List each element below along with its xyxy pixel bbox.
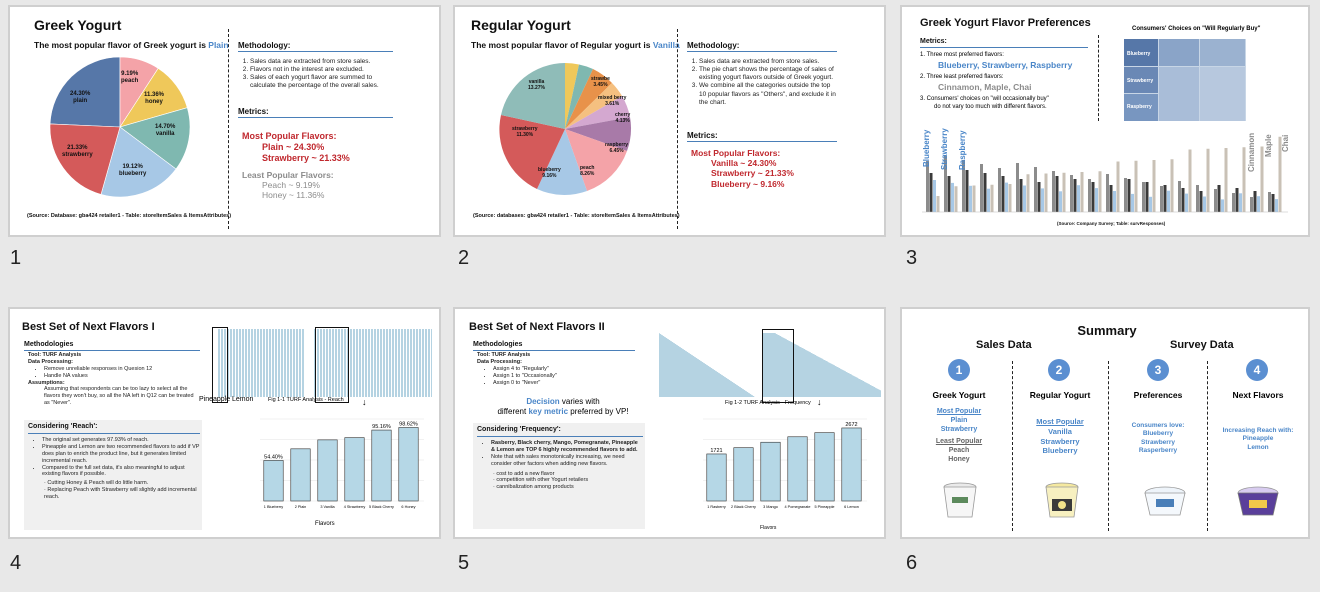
slide-title: Greek Yogurt <box>34 17 122 33</box>
step-item: • Assign 0 to "Never" <box>493 380 637 387</box>
tool-text: Tool: TURF Analysis <box>28 352 82 358</box>
survey-bar <box>1005 183 1008 212</box>
figure-caption: Fig 1-2 TURF Analysis - Frequency <box>725 400 811 406</box>
slide-number: 6 <box>906 552 918 574</box>
sub-bullet: · Replacing Peach with Strawberry will slightly add incremental reach. <box>44 487 197 500</box>
survey-bar <box>926 161 929 212</box>
methodologies-body <box>28 352 200 407</box>
tool-text: Tool: TURF Analysis <box>477 352 531 358</box>
survey-bar <box>1207 149 1210 212</box>
survey-bar <box>1221 199 1224 212</box>
slide-number: 1 <box>10 247 22 269</box>
survey-bar <box>1124 178 1127 212</box>
survey-bar <box>1232 193 1235 212</box>
bullet-item: • Note that with sales monotonically increasing, we need consider other factors when adding new flavors. <box>491 454 643 468</box>
bar <box>734 448 753 501</box>
survey-bar <box>933 180 936 212</box>
most-popular-block <box>691 148 794 189</box>
survey-bar <box>1106 174 1109 212</box>
source-note: (Source: Company Survey; Table: survResponses) <box>1057 221 1166 226</box>
turf-thumb-left <box>218 329 304 397</box>
bar <box>788 437 807 501</box>
assumptions-label: Assumptions: <box>28 379 65 386</box>
survey-bar <box>1095 188 1098 212</box>
section-rule <box>473 350 635 351</box>
survey-bar <box>1239 193 1242 212</box>
survey-bar <box>1146 182 1149 212</box>
bar <box>842 428 861 501</box>
slide-number: 3 <box>906 247 918 269</box>
slide-1-thumbnail[interactable] <box>8 5 441 237</box>
survey-data-header: Survey Data <box>1170 339 1234 351</box>
column-heading: Greek Yogurt <box>932 390 986 400</box>
survey-bar <box>969 186 972 212</box>
survey-bar <box>1218 185 1221 212</box>
column-body: Most Popular Plain Strawberry Least Popular Peach Honey <box>935 408 983 464</box>
treemap-cell <box>1159 39 1199 66</box>
metrics-header: Metrics: <box>687 131 718 140</box>
bar-value-label: 2672 <box>845 421 858 428</box>
metric-value: do not vary too much with different flavors. <box>934 103 1047 110</box>
bar-label-blueberry: Blueberry <box>922 129 931 167</box>
pie-label-strawberry: 21.33% strawberry <box>62 145 93 158</box>
column-body: Increasing Reach with: Pineapple Lemon <box>1222 427 1294 451</box>
survey-bar <box>1182 188 1185 212</box>
slide-title: Greek Yogurt Flavor Preferences <box>920 17 1091 29</box>
reach-bullets <box>30 437 200 501</box>
section-rule <box>477 436 643 437</box>
bullet-item: • Pineapple and Lemon are two recommended flavors to add if VP does plan to enrich the product line, but it generates limited incremental reach. <box>42 444 200 465</box>
pie-label-blueberry: 19.12% blueberry <box>119 164 147 177</box>
pie-label-plain: 24.30% plain <box>70 91 91 104</box>
survey-bar <box>1027 174 1030 212</box>
slide-6-thumbnail[interactable] <box>900 307 1310 539</box>
down-arrow: ↓ <box>362 397 367 407</box>
turf-thumb-left <box>659 333 755 397</box>
category-tick-label: 5 Black Cherry <box>369 505 394 509</box>
metric-label: 3. Consumers' choices on "will occasionally buy" <box>920 96 1049 103</box>
category-tick-label: 3 Mango <box>763 505 778 509</box>
section-rule <box>687 141 837 142</box>
bar-value-label: 98.62% <box>399 421 418 428</box>
source-note: (Source: databases: gba424 retailer1 - Table: storeItemSales & ItemsAttributes) <box>473 213 680 219</box>
survey-bar <box>1272 194 1275 212</box>
section-rule <box>238 117 393 118</box>
survey-bar <box>1243 147 1246 212</box>
survey-bar <box>1063 173 1066 212</box>
slide-subtitle <box>471 40 680 50</box>
slide-title: Regular Yogurt <box>471 17 571 33</box>
survey-bar <box>937 196 940 212</box>
pie-label-peach: peach 8.26% <box>580 165 595 177</box>
bar <box>291 449 310 501</box>
bullet-item: • Rasberry, Black cherry, Mango, Pomegranate, Pineapple & Lemon are TOP 6 highly recommended flavors to add. <box>491 440 643 454</box>
survey-bar <box>1160 186 1163 212</box>
bar <box>318 440 337 501</box>
pie-label-peach: 9.19% peach <box>121 71 139 84</box>
survey-bar <box>1077 185 1080 212</box>
divider <box>1207 361 1208 531</box>
methodologies-body <box>477 352 637 386</box>
most-popular-header: Most Popular Flavors: <box>691 148 781 158</box>
bar <box>399 427 418 501</box>
bullet-item: • Compared to the full set data, it's also meaningful to adjust existing flavors if possible. <box>42 465 200 479</box>
survey-bar <box>1020 179 1023 212</box>
preference-bar-chart <box>914 127 1294 217</box>
most-popular-item: Blueberry ~ 9.16% <box>711 178 785 189</box>
divider <box>1108 361 1109 531</box>
survey-bar <box>1142 182 1145 212</box>
slide-number: 4 <box>10 552 22 574</box>
survey-bar <box>1131 194 1134 212</box>
pie-label-honey: 11.36% honey <box>144 92 165 105</box>
most-popular-item: Strawberry ~ 21.33% <box>711 168 794 179</box>
greek-yogurt-cup-image <box>940 481 980 521</box>
survey-bar <box>1203 197 1206 213</box>
x-axis-label: Flavors <box>315 521 335 527</box>
metric-value: Blueberry, Strawberry, Raspberry <box>938 59 1073 70</box>
pie-label-vanilla: 14.70% vanilla <box>155 124 176 137</box>
section-rule <box>28 433 200 434</box>
treemap <box>1124 39 1276 121</box>
metrics-header: Metrics: <box>920 38 947 45</box>
survey-bar <box>1052 171 1055 212</box>
pie-label-strawbe: strawbe 3.45% <box>591 76 610 88</box>
methodology-item: 1. Sales data are extracted from store sales. <box>699 58 839 66</box>
slide-title: Summary <box>1077 323 1137 338</box>
methodology-item: 1. Sales data are extracted from store sales. <box>250 58 390 66</box>
most-popular-block <box>242 131 350 163</box>
slide-title: Best Set of Next Flavors I <box>22 321 155 333</box>
slide-5-thumbnail[interactable] <box>453 307 886 539</box>
down-arrow: ↓ <box>817 397 822 407</box>
figure-caption: Fig 1-1 TURF Analysis - Reach <box>268 397 344 403</box>
category-tick-label: 1 Blueberry <box>263 505 284 509</box>
bar <box>707 454 726 501</box>
treemap-label: Blueberry <box>1127 51 1151 57</box>
bar-value-label: 95.16% <box>372 424 391 431</box>
survey-bar <box>1178 181 1181 212</box>
reach-bar-chart <box>238 409 428 519</box>
survey-bar <box>980 164 983 212</box>
preferences-yogurt-cup-image <box>1142 483 1188 519</box>
metrics-list <box>920 52 1095 111</box>
survey-bar <box>1009 184 1012 212</box>
callout-pineapple: Pineapple <box>199 396 231 403</box>
survey-bar <box>1268 192 1271 212</box>
treemap-cell <box>1159 67 1199 121</box>
pie-label-vanilla: vanilla 13.27% <box>528 79 545 91</box>
bar <box>345 438 364 501</box>
survey-bar <box>991 185 994 212</box>
methodology-list <box>240 58 390 91</box>
pie-label-cherry: cherry 4.13% <box>615 112 631 124</box>
survey-bar <box>998 168 1001 212</box>
highlight-rect <box>212 327 228 403</box>
step-badge: 3 <box>1147 359 1169 381</box>
next-flavors-yogurt-cup-image <box>1235 483 1281 519</box>
pie-label-mixed-berry: mixed berry 3.61% <box>598 95 627 107</box>
section-rule <box>238 51 393 52</box>
sub-bullet: · Cutting Honey & Peach will do little harm. <box>44 480 149 487</box>
decision-text: Decision varies with different key metric preferred by VP! <box>497 397 629 417</box>
category-tick-label: 4 Strawberry <box>343 505 366 509</box>
data-processing-label: Data Processing: <box>28 358 73 365</box>
survey-bar <box>1185 194 1188 212</box>
survey-bar <box>1016 163 1019 212</box>
considering-frequency-header: Considering 'Frequency': <box>477 426 561 433</box>
column-heading: Regular Yogurt <box>1029 390 1091 400</box>
category-tick-label: 6 Lemon <box>844 505 859 509</box>
bar <box>264 460 283 501</box>
survey-bar <box>973 186 976 213</box>
divider <box>1012 361 1013 531</box>
least-popular-item: Honey ~ 11.36% <box>262 190 325 201</box>
survey-bar <box>1099 171 1102 212</box>
survey-bar <box>1081 172 1084 212</box>
bar-value-label: 1721 <box>710 447 723 454</box>
bar <box>761 442 780 501</box>
column-heading: Next Flavors <box>1232 390 1284 400</box>
category-tick-label: 3 Vanilla <box>320 505 335 509</box>
survey-bar <box>955 186 958 212</box>
bar <box>815 433 834 501</box>
most-popular-item: Vanilla ~ 24.30% <box>711 158 777 169</box>
slide-number: 5 <box>458 552 470 574</box>
step-item: • Handle NA values <box>44 373 200 380</box>
survey-bar <box>1275 199 1278 212</box>
data-processing-label: Data Processing: <box>477 358 522 365</box>
subtitle-text: The most popular flavor of Regular yogurt is <box>471 40 653 50</box>
survey-bar <box>1171 159 1174 212</box>
step-badge: 1 <box>948 359 970 381</box>
category-tick-label: 5 Pineapple <box>814 505 835 509</box>
survey-bar <box>1153 160 1156 212</box>
survey-bar <box>948 176 951 212</box>
bar-label-chai: Chai <box>1281 134 1290 152</box>
category-tick-label: 6 Honey <box>401 505 416 509</box>
survey-bar <box>1045 174 1048 213</box>
category-tick-label: 2 Black Cherry <box>731 505 756 509</box>
divider <box>677 29 678 229</box>
assumption-text: Assuming that respondents can be too lazy to select all the flavors they won't buy, so all the NA left in Q12 can be treated as "Never". <box>44 386 194 407</box>
pie-label-strawberry: strawberry 11.30% <box>512 126 538 138</box>
treemap-legend <box>1246 39 1276 121</box>
slide-3-thumbnail[interactable] <box>900 5 1310 237</box>
survey-bar <box>1135 161 1138 212</box>
survey-bar <box>930 173 933 212</box>
treemap-cell <box>1200 67 1245 121</box>
slide-4-thumbnail[interactable] <box>8 307 441 539</box>
methodology-list <box>689 58 839 107</box>
sub-bullet: · competition with other Yogurt retailers <box>493 477 589 484</box>
slide-title: Best Set of Next Flavors II <box>469 321 605 333</box>
survey-bar <box>1236 188 1239 212</box>
source-note: (Source: Database: gba424 retailer1 - Table: storeItemSales & ItemsAttributes) <box>27 213 232 219</box>
most-popular-item: Plain ~ 24.30% <box>262 141 325 152</box>
sub-bullet: · cost to add a new flavor <box>493 470 555 477</box>
step-item: • Assign 1 to "Occasionally" <box>493 373 637 380</box>
callout-lemon: Lemon <box>232 396 254 403</box>
category-tick-label: 2 Plain <box>294 505 307 509</box>
x-axis-label: Flavors <box>760 525 777 531</box>
pie-label-blueberry: blueberry 9.16% <box>538 167 561 179</box>
metric-label: 1. Three most preferred flavors: <box>920 52 1004 58</box>
metrics-header: Metrics: <box>238 107 269 116</box>
column-heading: Preferences <box>1133 390 1183 400</box>
subtitle-highlight: Vanilla <box>652 40 680 50</box>
survey-bar <box>1225 148 1228 212</box>
most-popular-header: Most Popular Flavors: <box>242 131 337 141</box>
slide-number: 2 <box>458 247 470 269</box>
survey-bar <box>1034 167 1037 212</box>
survey-bar <box>1257 196 1260 212</box>
survey-bar <box>1110 185 1113 212</box>
metric-value: Cinnamon, Maple, Chai <box>938 81 1032 92</box>
pie-label-raspberry: raspberry 6.45% <box>605 142 629 154</box>
column-body: Consumers love: Blueberry Strawberry Rasperberry <box>1131 422 1185 455</box>
section-rule <box>920 47 1088 48</box>
least-popular-item: Peach ~ 9.19% <box>262 180 320 191</box>
treemap-cell <box>1200 39 1245 66</box>
methodology-item: 2. Flavors not in the interest are excluded. <box>250 66 390 74</box>
bar-label-maple: Maple <box>1264 134 1273 157</box>
frequency-bullets <box>479 440 643 491</box>
survey-bar <box>1113 191 1116 212</box>
treemap-title: Consumers' Choices on "Will Regularly Buy" <box>1132 26 1261 32</box>
survey-bar <box>1189 150 1192 213</box>
bar-label-raspberry: Raspberry <box>958 130 967 170</box>
bar-value-label: 54.40% <box>264 454 283 461</box>
frequency-bar-chart <box>681 409 871 519</box>
considering-reach-header: Considering 'Reach': <box>28 423 98 430</box>
subtitle-text: The most popular flavor of Greek yogurt is <box>34 40 209 50</box>
survey-bar <box>1128 179 1131 212</box>
survey-bar <box>1041 188 1044 212</box>
survey-bar <box>1167 191 1170 212</box>
bar-label-cinnamon: Cinnamon <box>1247 132 1256 172</box>
least-popular-block <box>242 170 334 201</box>
survey-bar <box>1002 176 1005 212</box>
methodology-item: 3. We combine all the categories outside the top 10 popular flavors as "Others", and exclude it in the chart. <box>699 82 839 106</box>
metric-label: 2. Three least preferred flavors: <box>920 74 1004 81</box>
survey-bar <box>951 183 954 212</box>
category-tick-label: 1 Rasberry <box>707 505 726 509</box>
methodology-item: 3. Sales of each yogurt flavor are summed to calculate the percentage of the overall sales. <box>250 74 390 90</box>
highlight-rect <box>762 329 794 403</box>
divider <box>228 29 229 229</box>
survey-bar <box>1200 191 1203 212</box>
sales-data-header: Sales Data <box>976 339 1032 351</box>
methodology-header: Methodology: <box>238 41 291 50</box>
slide-2-thumbnail[interactable] <box>453 5 886 237</box>
section-rule <box>24 350 200 351</box>
regular-yogurt-cup-image <box>1042 481 1082 521</box>
step-item: • Remove unreliable responses in Quesion 12 <box>44 366 200 373</box>
treemap-label: Strawberry <box>1127 78 1154 84</box>
survey-bar <box>966 170 969 212</box>
sub-bullet: · cannibalization among products <box>493 484 574 491</box>
survey-bar <box>1214 189 1217 212</box>
survey-bar <box>1088 179 1091 212</box>
survey-bar <box>1250 197 1253 212</box>
survey-bar <box>1092 182 1095 212</box>
bar <box>372 430 391 501</box>
survey-bar <box>1074 179 1077 212</box>
bullet-item: • The original set generates 97.93% of reach. <box>42 437 200 444</box>
methodologies-header: Methodologies <box>24 341 74 348</box>
treemap-label: Raspberry <box>1127 104 1152 110</box>
survey-bar <box>1164 185 1167 212</box>
subtitle-highlight: Plain <box>208 40 229 50</box>
least-popular-header: Least Popular Flavors: <box>242 170 334 180</box>
survey-bar <box>1117 162 1120 213</box>
survey-bar <box>1070 175 1073 212</box>
methodologies-header: Methodologies <box>473 341 523 348</box>
divider <box>1098 35 1099 121</box>
section-rule <box>687 51 837 52</box>
methodology-item: 2. The pie chart shows the percentage of sales of existing yogurt flavors outside of Greek yogurt. <box>699 66 839 82</box>
survey-bar <box>1059 191 1062 212</box>
methodology-header: Methodology: <box>687 41 740 50</box>
survey-bar <box>984 173 987 212</box>
highlight-rect <box>315 327 349 403</box>
column-body: Most Popular Vanilla Strawberry Blueberry <box>1036 417 1084 456</box>
survey-bar <box>1254 191 1257 212</box>
survey-bar <box>987 189 990 212</box>
survey-bar <box>1149 197 1152 212</box>
survey-bar <box>1038 182 1041 212</box>
survey-bar <box>1023 186 1026 213</box>
step-badge: 2 <box>1048 359 1070 381</box>
slide-subtitle <box>34 40 229 50</box>
category-tick-label: 4 Pomegranate <box>784 505 811 509</box>
bar-label-strawberry: Strawberry <box>940 128 949 170</box>
survey-bar <box>1196 185 1199 212</box>
most-popular-item: Strawberry ~ 21.33% <box>262 152 350 163</box>
survey-bar <box>1056 176 1059 212</box>
step-item: • Assign 4 to "Regularly" <box>493 366 637 373</box>
step-badge: 4 <box>1246 359 1268 381</box>
